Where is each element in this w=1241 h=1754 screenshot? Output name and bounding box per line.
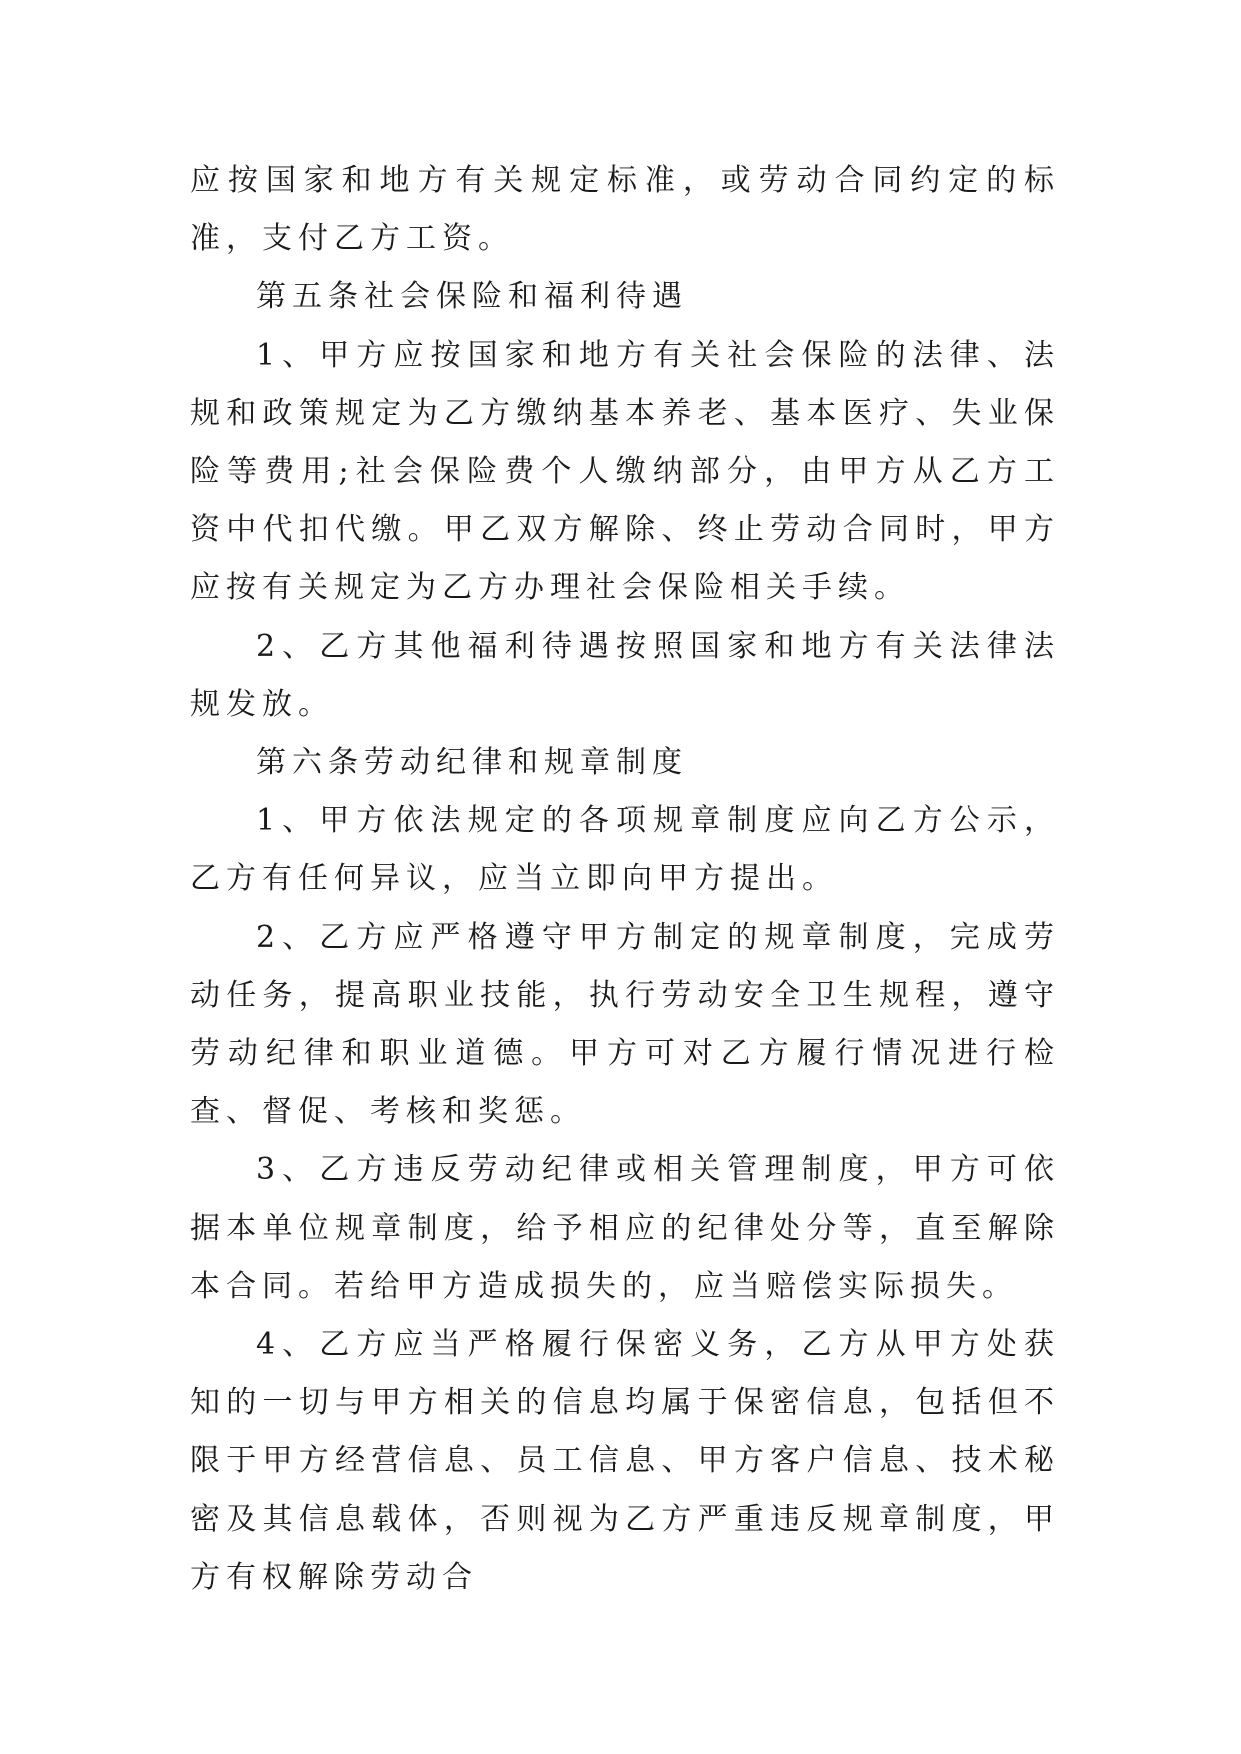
paragraph-5-1: 1、甲方应按国家和地方有关社会保险的法律、法规和政策规定为乙方缴纳基本养老、基本医疗、失业保险等费用;社会保险费个人缴纳部分，由甲方从乙方工资中代扣代缴。甲乙双方解除、终止劳动合同时，甲方应按有关规定为乙方办理社会保险相关手续。 (190, 337, 1060, 606)
paragraph-6-1: 1、甲方依法规定的各项规章制度应向乙方公示，乙方有任何异议，应当立即向甲方提出。 (190, 803, 1060, 897)
heading-article-6: 第六条劳动纪律和规章制度 (256, 745, 688, 781)
paragraph-5-2: 2、乙方其他福利待遇按照国家和地方有关法律法规发放。 (190, 628, 1060, 722)
heading-article-5: 第五条社会保险和福利待遇 (256, 279, 688, 315)
paragraph-6-3: 3、乙方违反劳动纪律或相关管理制度，甲方可依据本单位规章制度，给予相应的纪律处分等，直至解除本合同。若给甲方造成损失的，应当赔偿实际损失。 (190, 1152, 1060, 1304)
paragraph-wage-continuation: 应按国家和地方有关规定标准，或劳动合同约定的标准，支付乙方工资。 (190, 163, 1060, 257)
paragraph-6-4: 4、乙方应当严格履行保密义务，乙方从甲方处获知的一切与甲方相关的信息均属于保密信息，包括但不限于甲方经营信息、员工信息、甲方客户信息、技术秘密及其信息载体，否则视为乙方严重违反规章制度，甲方有权解除劳动合 (190, 1327, 1060, 1595)
paragraph-6-2: 2、乙方应严格遵守甲方制定的规章制度，完成劳动任务，提高职业技能，执行劳动安全卫生规程，遵守劳动纪律和职业道德。甲方可对乙方履行情况进行检查、督促、考核和奖惩。 (190, 919, 1060, 1130)
document-body (190, 152, 1060, 1607)
